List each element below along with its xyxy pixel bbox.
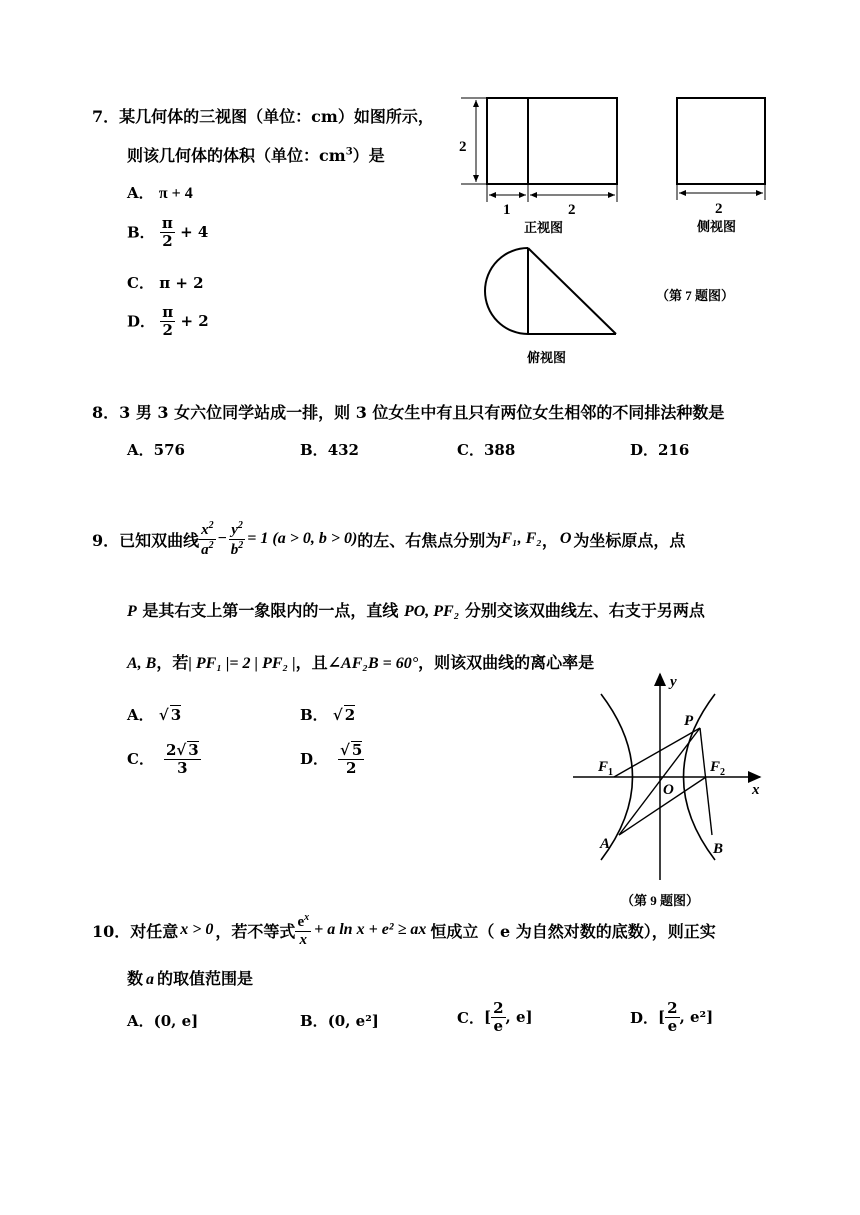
q8-option-c[interactable] [457,439,515,460]
q9-minus: − [217,530,227,547]
q9-angle: ∠AF₂B = 60° [327,655,419,672]
front-view-label: 正视图 [524,220,564,235]
q9-stem-line2 [127,598,705,621]
height-dimension-label: 2 [459,139,467,155]
q8-option-b-value: 432 [327,441,359,459]
q8-option-a[interactable] [127,439,185,460]
q7-option-d-fraction [160,304,175,338]
q8-stem [92,400,724,423]
top-view-semicircle [485,248,528,334]
q10-ineq-tail: + a ln x + e² ≥ ax [314,921,427,938]
label-P: P [684,713,694,729]
q8-option-a-label: A． [127,441,154,459]
q9-condition: | PF₁ |= 2 | PF₂ | [188,655,296,672]
q7-text-1: 某几何体的三视图（单位：cm）如图所示， [119,107,434,126]
q8-option-a-value: 576 [153,441,185,459]
q7-option-d-label: D． [127,312,156,331]
q10-option-c-bracket: [ [483,1008,492,1026]
label-F1: $F_1$ [598,759,614,778]
q10-option-d-tail: , e²] [679,1008,714,1026]
front-dim-right-label: 2 [568,202,576,218]
q9-text-1: 已知双曲线 [119,530,200,550]
q7-option-c-label: C． [127,274,154,292]
q9-lines: PO, PF₂ [403,603,460,620]
q10-text-1: 对任意 [130,921,179,941]
line-PF1 [614,728,700,777]
q7-text-2a: 则该几何体的体积（单位：cm [127,146,346,165]
q9-stem-line3 [127,650,594,673]
q7-option-a-label: A． [127,184,154,202]
q10-option-c-tail: , e] [505,1008,533,1026]
q10-option-c-fraction: $\frac{2}{e}$ [493,999,504,1035]
side-view-label: 侧视图 [697,219,737,234]
label-B: B [713,841,724,857]
q10-text-3: 恒成立（ e 为自然对数的底数），则正实 [430,921,716,941]
q8-option-b[interactable] [300,439,359,460]
q10-var-a: a [146,971,155,988]
q9-number: 9． [92,530,120,550]
line-PB [700,728,712,835]
q9-option-a[interactable] [127,704,181,725]
q9-text-line3a: ，若 [156,653,189,672]
q10-option-a[interactable] [127,1010,198,1031]
q9-option-d-label: D． [300,750,329,768]
q10-option-b[interactable] [300,1010,379,1031]
q9-option-a-label: A． [127,706,154,724]
q7-option-b-den: 2 [162,231,173,250]
q9-option-a-value: √ 3 [158,706,182,724]
q9-points-AB: A, B [127,655,157,672]
q8-number: 8． [92,403,120,422]
front-dim-left-label: 1 [503,202,511,218]
q9-option-d[interactable] [300,741,364,776]
q7-option-d-num: π [162,303,174,321]
q7-three-view-figure [440,85,800,375]
q9-origin: O [559,530,572,547]
q10-condition: x > 0 [180,921,214,938]
q7-option-d-den: 2 [162,320,173,339]
q9-option-c[interactable] [127,741,201,776]
q9-frac-x: $\frac{x^2}{a^2}$ [201,520,214,558]
label-x: x [752,782,760,798]
q8-option-d[interactable] [630,439,689,460]
q7-unit-sup: 3 [345,146,353,158]
q7-option-b[interactable] [127,215,208,249]
q9-option-c-label: C． [127,750,154,768]
q7-option-d-rest: + 2 [180,312,209,330]
q8-option-d-value: 216 [658,441,690,459]
q10-option-c[interactable] [457,1000,533,1034]
label-F2: $F_2$ [710,759,726,778]
q10-option-a-label: A． [127,1012,154,1030]
q7-option-d[interactable] [127,304,209,338]
q10-option-d[interactable] [630,1000,713,1034]
q9-text-line2: 是其右支上第一象限内的一点，直线 [142,601,399,620]
label-y: y [670,674,677,690]
q10-option-d-fraction: $\frac{2}{e}$ [667,999,678,1035]
q10-option-d-bracket: [ [658,1008,666,1026]
q9-option-b[interactable] [300,704,355,725]
q7-number: 7． [92,107,120,126]
q10-stem-line1 [92,912,716,948]
q7-option-a[interactable] [127,182,193,203]
side-dim-label: 2 [715,201,723,217]
q7-figure-caption: （第 7 题图） [656,288,735,303]
q7-option-b-fraction [160,215,175,249]
q9-figure-caption: （第 9 题图） [621,893,700,908]
front-view-outline [487,98,617,184]
q7-text-2b: ）是 [352,146,385,165]
q7-option-c-value: π + 2 [159,274,204,292]
q8-option-b-label: B． [300,441,328,459]
top-view-hypotenuse [528,248,616,334]
q9-text-line2b: 分别交该双曲线左、右支于另两点 [464,601,705,620]
q9-point-P: P [127,603,137,620]
q9-text-4: 为坐标原点，点 [573,530,686,550]
q9-foci: F₁, F₂ [501,530,542,547]
q7-option-b-rest: + 4 [180,223,209,241]
q9-option-b-label: B． [300,706,328,724]
top-view-label: 俯视图 [527,350,567,365]
q9-text-2: 的左、右焦点分别为 [357,530,502,550]
q10-option-d-label: D． [630,1008,659,1027]
q10-text-2: ，若不等式 [215,921,296,941]
q9-text-line3b: ，且 [295,653,328,672]
q10-stem-line2 [127,966,253,989]
q10-option-c-label: C． [457,1008,484,1027]
q9-option-c-fraction: $\frac{2√ 3}{3}$ [165,741,199,777]
q7-option-b-num: π [161,214,173,232]
q7-option-a-value: π + 4 [158,185,193,202]
side-view-outline [677,98,765,184]
q10-text-line2b: 的取值范围是 [157,969,254,988]
label-A: A [600,836,611,852]
label-O: O [663,782,674,798]
q10-frac: $\frac{e^x}{x}$ [297,912,310,948]
q8-option-c-label: C． [457,441,484,459]
q8-text: 3 男 3 女六位同学站成一排，则 3 位女生中有且只有两位女生相邻的不同排法种数是 [119,403,725,422]
q9-option-d-fraction: $\frac{√ 5}{2}$ [340,741,363,777]
q7-option-b-label: B． [127,223,155,242]
q10-text-line2: 数 [127,969,144,988]
q9-option-b-value: √ 2 [332,706,356,724]
q7-option-c[interactable] [127,272,204,293]
q9-text-3: ， [541,530,558,550]
q8-option-c-value: 388 [483,441,516,459]
q7-stem-line2 [127,143,385,166]
q9-hyperbola-figure [560,668,775,913]
q10-option-b-value: (0, e²] [327,1012,379,1030]
q9-text-line3c: ，则该双曲线的离心率是 [418,653,595,672]
q9-frac-y: $\frac{y^2}{b^2}$ [230,520,244,558]
q10-option-b-label: B． [300,1012,328,1030]
q9-eq-tail: = 1 (a > 0, b > 0) [247,530,358,547]
q10-number: 10． [92,921,131,941]
q9-stem-line1 [92,520,685,558]
q10-option-a-value: (0, e] [153,1012,199,1030]
q7-stem-line1 [92,104,434,127]
q8-option-d-label: D． [630,441,659,459]
